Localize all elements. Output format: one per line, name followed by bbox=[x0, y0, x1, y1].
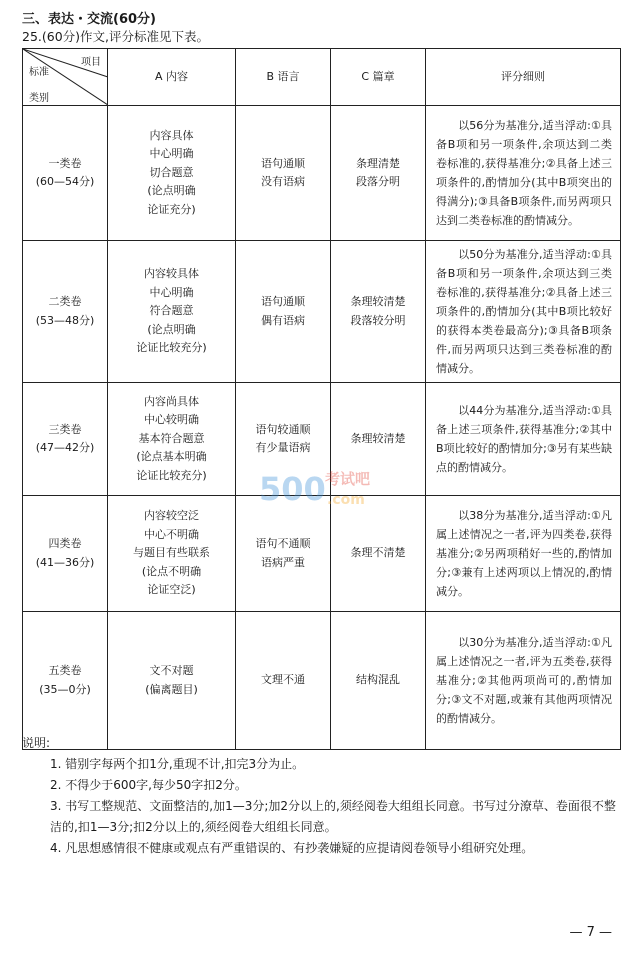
content-cell-line: 论证空泛) bbox=[147, 583, 196, 597]
category-cell-line: 二类卷 bbox=[48, 295, 82, 308]
detail-text: 以30分为基准分,适当浮动:①凡属上述情况之一者,评为五类卷,获得基准分;②其他两项尚可的,酌情加分;③文不对题,或兼有其他两项情况的酌情减分。 bbox=[436, 636, 612, 725]
structure-cell bbox=[331, 612, 426, 750]
content-cell-line: (论点明确 bbox=[147, 184, 196, 198]
corner-label-standard: 标准 bbox=[29, 67, 49, 78]
detail-cell bbox=[426, 106, 621, 241]
content-cell bbox=[108, 241, 236, 383]
detail-cell bbox=[426, 496, 621, 612]
content-cell-line: (论点明确 bbox=[147, 322, 196, 336]
page-number: — 7 — bbox=[569, 925, 612, 940]
category-cell-line: 一类卷 bbox=[48, 156, 82, 170]
detail-text: 以56分为基准分,适当浮动:①具备B项和另一项条件,余项达到二类卷标准的,获得基准分;②具备上述三项条件的,酌情加分(其中B项突出的得满分);③具备B项条件,而另两项只达到二类卷标准的酌情减分。 bbox=[436, 119, 612, 227]
category-cell-line: 四类卷 bbox=[48, 537, 82, 550]
note-item-2: 2. 不得少于600字,每少50字扣2分。 bbox=[50, 778, 247, 792]
content-cell-line: 文不对题 bbox=[149, 664, 194, 677]
content-cell bbox=[108, 383, 236, 496]
detail-cell bbox=[426, 612, 621, 750]
header-content: A 内容 bbox=[108, 49, 236, 106]
category-cell-line: 三类卷 bbox=[48, 422, 82, 436]
category-cell bbox=[23, 496, 108, 612]
table-row bbox=[23, 612, 621, 750]
language-cell-line: 没有语病 bbox=[261, 175, 305, 188]
language-cell-line: 语句通顺 bbox=[261, 295, 305, 308]
content-cell-line: 中心明确 bbox=[149, 147, 194, 161]
content-cell-line: (论点不明确 bbox=[141, 564, 202, 578]
table-header-row bbox=[23, 49, 621, 106]
category-cell bbox=[23, 612, 108, 750]
content-cell-line: 内容较空泛 bbox=[144, 509, 199, 523]
detail-text: 以44分为基准分,适当浮动:①具备上述三项条件,获得基准分;②其中B项比较好的酌情加分;③另有某些缺点的酌情减分。 bbox=[436, 404, 612, 474]
language-cell-line: 语句不通顺 bbox=[255, 537, 311, 550]
language-cell-line: 语病严重 bbox=[261, 555, 305, 569]
content-cell-line: 论证比较充分) bbox=[136, 468, 207, 482]
content-cell-line: 基本符合题意 bbox=[138, 431, 205, 445]
watermark-logo-domain: .com bbox=[327, 492, 365, 508]
structure-cell-line: 条理较清楚 bbox=[350, 431, 406, 445]
category-cell bbox=[23, 383, 108, 496]
category-cell bbox=[23, 106, 108, 241]
content-cell-line: 内容尚具体 bbox=[144, 394, 199, 408]
category-cell-line: (41—36分) bbox=[35, 555, 95, 569]
content-cell-line: 中心明确 bbox=[149, 285, 194, 299]
notes-title: 说明: bbox=[22, 736, 51, 750]
note-item-1: 1. 错别字每两个扣1分,重现不计,扣完3分为止。 bbox=[50, 757, 305, 771]
structure-cell-line: 条理较清楚 bbox=[350, 295, 406, 308]
header-language: B 语言 bbox=[236, 49, 331, 106]
category-cell bbox=[23, 241, 108, 383]
detail-cell bbox=[426, 241, 621, 383]
content-cell bbox=[108, 106, 236, 241]
content-cell-line: (偏离题目) bbox=[145, 682, 198, 696]
grading-table bbox=[22, 48, 621, 750]
structure-cell-line: 条理不清楚 bbox=[350, 546, 406, 560]
structure-cell-line: 结构混乱 bbox=[356, 673, 400, 687]
question-text: 25.(60分)作文,评分标准见下表。 bbox=[22, 29, 210, 44]
content-cell-line: 中心较明确 bbox=[144, 413, 199, 427]
category-cell-line: 五类卷 bbox=[48, 664, 82, 677]
notes-section bbox=[22, 733, 620, 859]
content-cell-line: 切合题意 bbox=[149, 165, 194, 179]
language-cell-line: 文理不通 bbox=[261, 673, 305, 687]
header-structure: C 篇章 bbox=[331, 49, 426, 106]
table-row bbox=[23, 106, 621, 241]
content-cell bbox=[108, 612, 236, 750]
corner-label-item: 项目 bbox=[81, 57, 101, 68]
content-cell-line: 符合题意 bbox=[149, 304, 194, 318]
structure-cell-line: 段落较分明 bbox=[350, 313, 406, 327]
note-item-3: 3. 书写工整规范、文面整洁的,加1—3分;加2分以上的,须经阅卷大组组长同意。书写过分潦草、卷面很不整洁的,扣1—3分;扣2分以上的,须经阅卷大组组长同意。 bbox=[50, 799, 616, 834]
category-cell-line: (53—48分) bbox=[35, 313, 95, 327]
structure-cell bbox=[331, 241, 426, 383]
language-cell-line: 有少量语病 bbox=[255, 441, 311, 454]
watermark-logo bbox=[255, 460, 395, 520]
table-corner-cell bbox=[23, 49, 108, 106]
detail-text: 以50分为基准分,适当浮动:①具备B项和另一项条件,余项达到三类卷标准的,获得基准分;②具备上述三项条件的,酌情加分(其中B项比较好的获得本类卷最高分);③具备B项条件,而另两项只达到三类卷标准的酌情减分。 bbox=[436, 248, 612, 375]
category-cell-line: (47—42分) bbox=[35, 441, 95, 454]
language-cell bbox=[236, 241, 331, 383]
language-cell-line: 偶有语病 bbox=[261, 313, 305, 327]
structure-cell-line: 条理清楚 bbox=[356, 156, 400, 170]
language-cell-line: 语句较通顺 bbox=[255, 422, 311, 436]
content-cell-line: 中心不明确 bbox=[144, 527, 199, 541]
note-item-4: 4. 凡思想感情很不健康或观点有严重错误的、有抄袭嫌疑的应提请阅卷领导小组研究处理。 bbox=[50, 841, 534, 855]
header-detail: 评分细则 bbox=[426, 49, 621, 106]
watermark-logo-number: 500 bbox=[259, 470, 326, 508]
language-cell bbox=[236, 612, 331, 750]
content-cell-line: 与题目有些联系 bbox=[133, 546, 210, 560]
detail-text: 以38分为基准分,适当浮动:①凡属上述情况之一者,评为四类卷,获得基准分;②另两项稍好一些的,酌情加分;③兼有上述两项以上情况的,酌情减分。 bbox=[436, 509, 612, 598]
language-cell bbox=[236, 106, 331, 241]
content-cell-line: (论点基本明确 bbox=[136, 450, 207, 464]
corner-label-category: 类别 bbox=[29, 93, 49, 104]
table-row bbox=[23, 241, 621, 383]
content-cell-line: 论证比较充分) bbox=[136, 341, 207, 355]
content-cell-line: 内容具体 bbox=[149, 128, 194, 142]
detail-cell bbox=[426, 383, 621, 496]
structure-cell bbox=[331, 106, 426, 241]
language-cell-line: 语句通顺 bbox=[261, 156, 305, 170]
category-cell-line: (60—54分) bbox=[35, 175, 95, 188]
structure-cell-line: 段落分明 bbox=[356, 175, 400, 188]
content-cell bbox=[108, 496, 236, 612]
section-title: 三、表达・交流(60分) bbox=[22, 12, 156, 27]
watermark-logo-text: 考试吧 bbox=[325, 470, 371, 488]
content-cell-line: 内容较具体 bbox=[144, 267, 199, 281]
category-cell-line: (35—0分) bbox=[39, 682, 91, 696]
content-cell-line: 论证充分) bbox=[147, 202, 196, 216]
